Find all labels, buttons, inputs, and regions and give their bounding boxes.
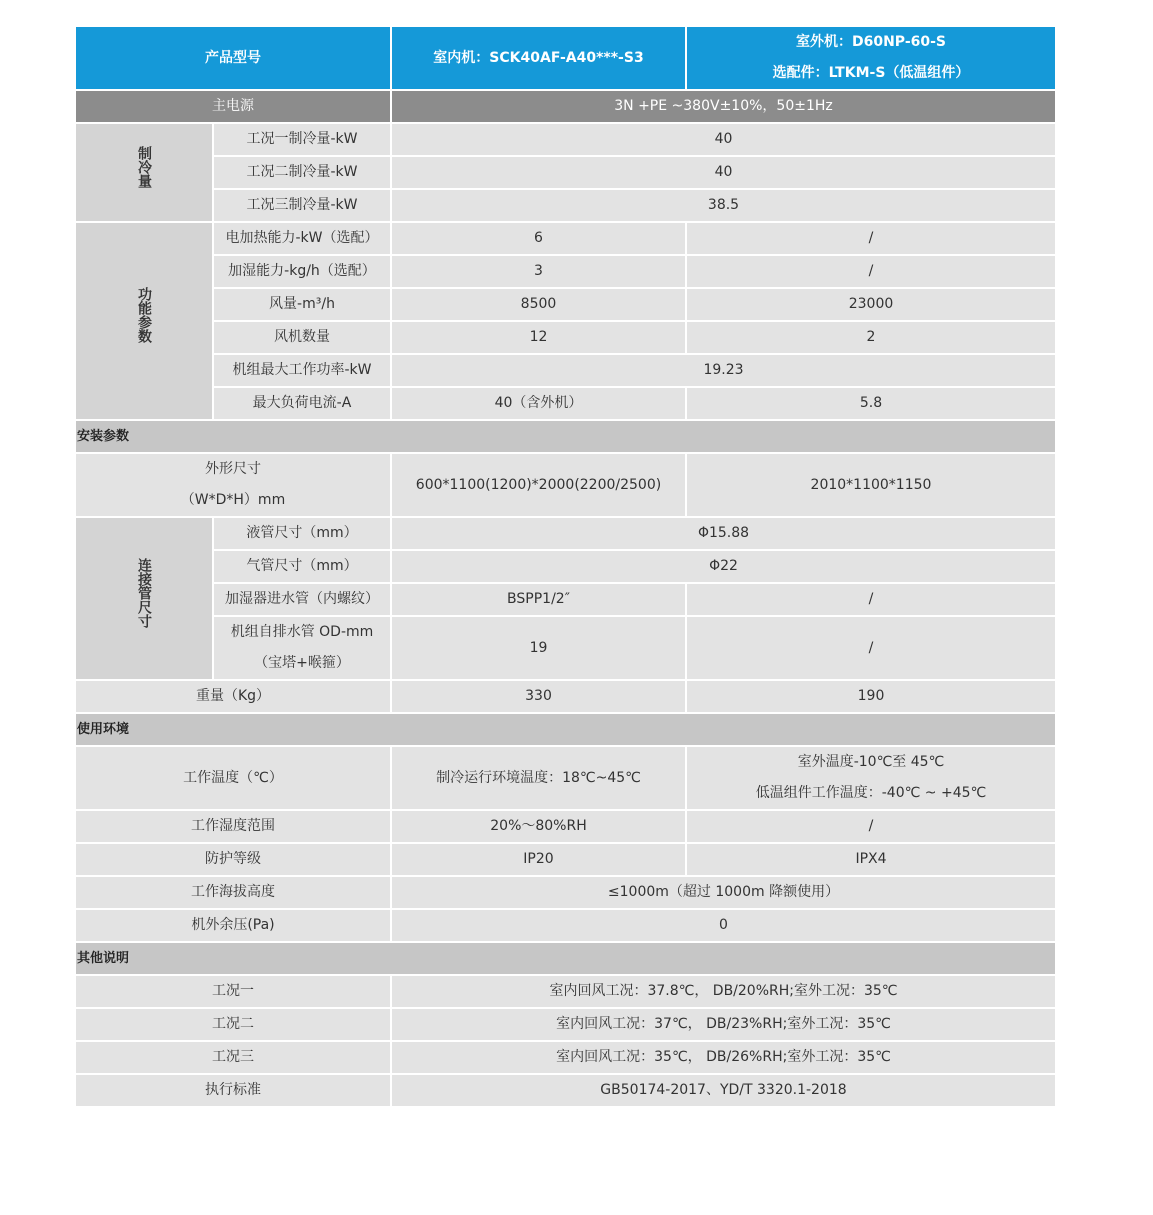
section-row — [75, 713, 1056, 746]
table-row — [75, 975, 1056, 1008]
row-label: 工况二 — [75, 1008, 391, 1041]
row-label: 风机数量 — [213, 321, 391, 354]
indoor-value: BSPP1/2″ — [391, 583, 686, 616]
outdoor-value: / — [686, 810, 1056, 843]
row-label: 执行标准 — [75, 1074, 391, 1107]
indoor-value: 40（含外机） — [391, 387, 686, 420]
table-row — [75, 1074, 1056, 1107]
table-row — [75, 288, 1056, 321]
table-row — [75, 321, 1056, 354]
row-label: 工况一制冷量-kW — [213, 123, 391, 156]
indoor-value: 12 — [391, 321, 686, 354]
table-row — [75, 616, 1056, 680]
dimension-label-line2: （W*D*H）mm — [180, 492, 286, 508]
row-label: 重量（Kg） — [75, 680, 391, 713]
function-category — [75, 222, 213, 420]
row-label: 最大负荷电流-A — [213, 387, 391, 420]
outdoor-model-line2: 选配件：LTKM-S（低温组件） — [772, 65, 970, 81]
power-row — [75, 90, 1056, 123]
row-label: 工作海拔高度 — [75, 876, 391, 909]
row-label: 工况三 — [75, 1041, 391, 1074]
outdoor-model — [686, 26, 1056, 90]
outdoor-value: / — [686, 616, 1056, 680]
row-value: 室内回风工况：37.8℃， DB/20%RH;室外工况：35℃ — [391, 975, 1056, 1008]
table-row — [75, 680, 1056, 713]
table-row — [75, 453, 1056, 517]
row-value: Φ22 — [391, 550, 1056, 583]
row-label: 机外余压(Pa) — [75, 909, 391, 942]
power-value: 3N +PE ~380V±10%，50±1Hz — [391, 90, 1056, 123]
outdoor-value — [686, 746, 1056, 810]
row-label: 风量-m³/h — [213, 288, 391, 321]
row-label: 防护等级 — [75, 843, 391, 876]
header-row — [75, 26, 1056, 90]
indoor-value: 20%～80%RH — [391, 810, 686, 843]
row-value: 19.23 — [391, 354, 1056, 387]
row-label: 气管尺寸（mm） — [213, 550, 391, 583]
table-row — [75, 1041, 1056, 1074]
section-row — [75, 420, 1056, 453]
row-label: 电加热能力-kW（选配） — [213, 222, 391, 255]
row-label — [213, 616, 391, 680]
cooling-category — [75, 123, 213, 222]
outdoor-value: 23000 — [686, 288, 1056, 321]
indoor-value: 600*1100(1200)*2000(2200/2500) — [391, 453, 686, 517]
row-value: GB50174-2017、YD/T 3320.1-2018 — [391, 1074, 1056, 1107]
indoor-value: 3 — [391, 255, 686, 288]
drain-label-line1: 机组自排水管 OD-mm — [230, 624, 374, 640]
power-label: 主电源 — [75, 90, 391, 123]
pipe-category — [75, 517, 213, 680]
indoor-value: 330 — [391, 680, 686, 713]
row-value: 40 — [391, 156, 1056, 189]
row-label — [75, 453, 391, 517]
row-value: 38.5 — [391, 189, 1056, 222]
cooling-category-label: 制冷量 — [136, 145, 152, 188]
pipe-category-label: 连接管尺寸 — [136, 557, 152, 628]
dimension-label-line1: 外形尺寸 — [205, 461, 261, 477]
row-value: Φ15.88 — [391, 517, 1056, 550]
indoor-model: 室内机：SCK40AF-A40***-S3 — [391, 26, 686, 90]
row-label: 加湿器进水管（内螺纹） — [213, 583, 391, 616]
row-label: 工作湿度范围 — [75, 810, 391, 843]
function-category-label: 功能参数 — [136, 287, 152, 343]
table-row — [75, 550, 1056, 583]
indoor-value: 8500 — [391, 288, 686, 321]
row-label: 机组最大工作功率-kW — [213, 354, 391, 387]
row-value: 40 — [391, 123, 1056, 156]
row-label: 工况二制冷量-kW — [213, 156, 391, 189]
indoor-value: IP20 — [391, 843, 686, 876]
row-label: 液管尺寸（mm） — [213, 517, 391, 550]
outdoor-value: / — [686, 583, 1056, 616]
outdoor-temp-line1: 室外温度-10℃至 45℃ — [797, 754, 945, 770]
section-row — [75, 942, 1056, 975]
outdoor-value: / — [686, 255, 1056, 288]
row-value: 室内回风工况：35℃， DB/26%RH;室外工况：35℃ — [391, 1041, 1056, 1074]
indoor-value: 19 — [391, 616, 686, 680]
table-row — [75, 583, 1056, 616]
row-label: 工况一 — [75, 975, 391, 1008]
outdoor-value: 2010*1100*1150 — [686, 453, 1056, 517]
drain-label-line2: （宝塔+喉箍） — [254, 655, 350, 671]
table-row — [75, 746, 1056, 810]
table-row — [75, 387, 1056, 420]
table-row — [75, 876, 1056, 909]
section-title-install: 安装参数 — [75, 420, 1056, 453]
table-row — [75, 843, 1056, 876]
table-row — [75, 189, 1056, 222]
table-row — [75, 517, 1056, 550]
table-row — [75, 156, 1056, 189]
outdoor-value: IPX4 — [686, 843, 1056, 876]
table-row — [75, 909, 1056, 942]
indoor-value: 制冷运行环境温度：18℃~45℃ — [391, 746, 686, 810]
spec-table — [74, 25, 1057, 1108]
section-title-notes: 其他说明 — [75, 942, 1056, 975]
table-row — [75, 1008, 1056, 1041]
outdoor-value: 5.8 — [686, 387, 1056, 420]
outdoor-model-line1: 室外机：D60NP-60-S — [795, 34, 947, 50]
section-title-environment: 使用环境 — [75, 713, 1056, 746]
model-label: 产品型号 — [75, 26, 391, 90]
row-value: 室内回风工况：37℃， DB/23%RH;室外工况：35℃ — [391, 1008, 1056, 1041]
outdoor-value: / — [686, 222, 1056, 255]
table-row — [75, 123, 1056, 156]
outdoor-value: 190 — [686, 680, 1056, 713]
outdoor-value: 2 — [686, 321, 1056, 354]
row-value: 0 — [391, 909, 1056, 942]
table-row — [75, 222, 1056, 255]
table-row — [75, 255, 1056, 288]
row-label: 工况三制冷量-kW — [213, 189, 391, 222]
outdoor-temp-line2: 低温组件工作温度：-40℃ ~ +45℃ — [755, 785, 987, 801]
table-row — [75, 810, 1056, 843]
indoor-value: 6 — [391, 222, 686, 255]
table-row — [75, 354, 1056, 387]
row-label: 加湿能力-kg/h（选配） — [213, 255, 391, 288]
row-value: ≤1000m（超过 1000m 降额使用） — [391, 876, 1056, 909]
row-label: 工作温度（℃） — [75, 746, 391, 810]
